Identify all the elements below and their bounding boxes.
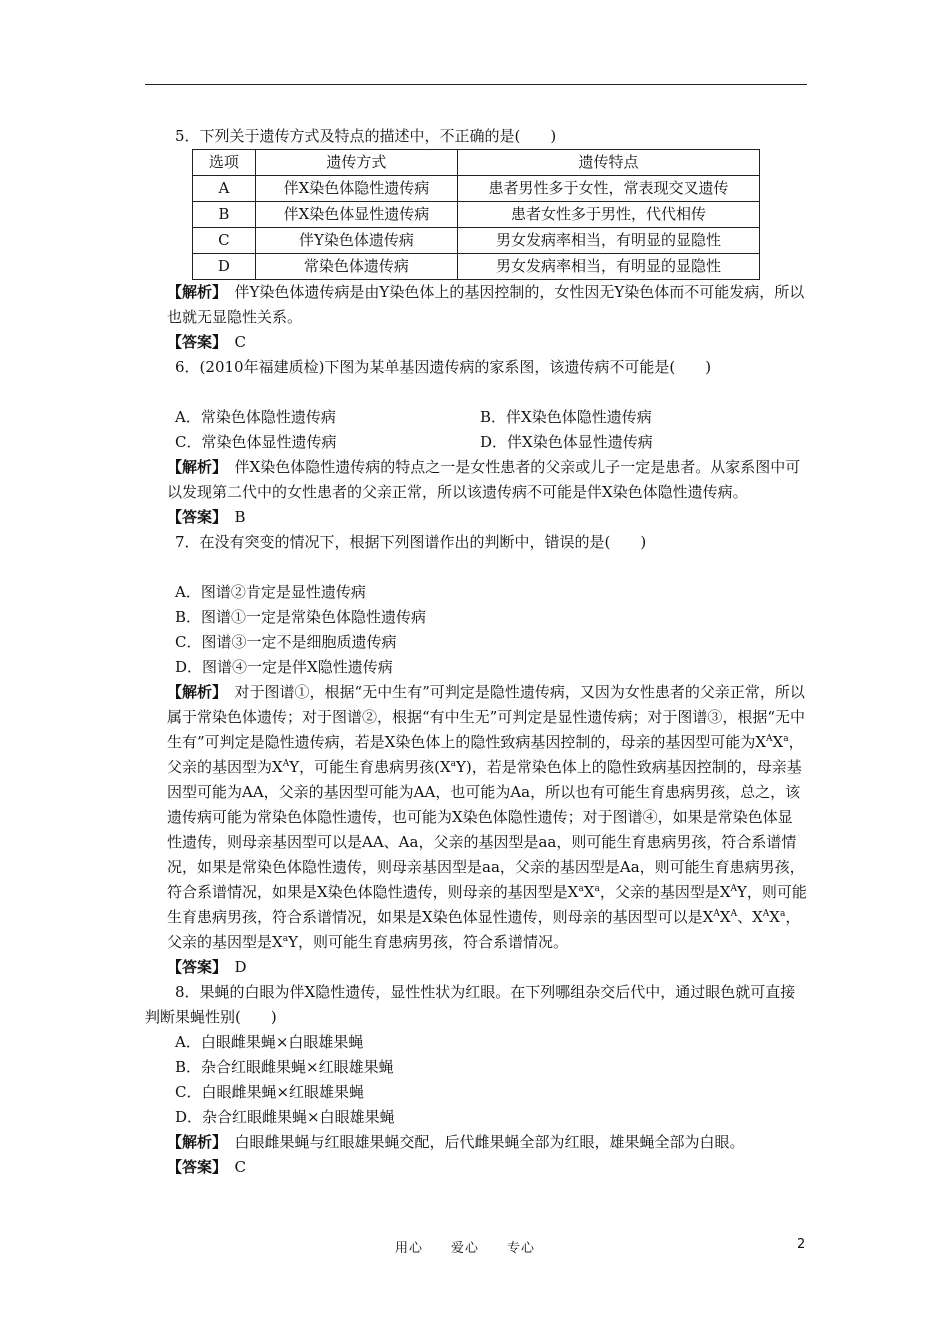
q8-stem: 8．果蝇的白眼为伴X隐性遗传，显性性状为红眼。在下列哪组杂交后代中，通过眼色就可直接判断果蝇性别( ) — [145, 983, 796, 1026]
table-cell: A — [193, 176, 256, 202]
option-a: A．常染色体隐性遗传病 — [175, 408, 336, 426]
analysis-text: 伴X染色体隐性遗传病的特点之一是女性患者的父亲或儿子一定是患者。从家系图中可以发现第二代中的女性患者的父亲正常，所以该遗传病不可能是伴X染色体隐性遗传病。 — [167, 458, 801, 501]
table-cell: 常染色体遗传病 — [255, 254, 457, 280]
answer-value: B — [234, 508, 246, 526]
document-body — [145, 124, 807, 1180]
superscript: A — [762, 909, 770, 919]
table-cell: 男女发病率相当，有明显的显隐性 — [458, 254, 760, 280]
option-b: B．伴X染色体隐性遗传病 — [480, 408, 652, 426]
superscript: A — [730, 909, 738, 919]
superscript: a — [783, 734, 789, 744]
page-number: 2 — [797, 1237, 806, 1252]
analysis-label: 【解析】 — [167, 283, 220, 301]
analysis-label: 【解析】 — [167, 458, 220, 476]
analysis-text: Y，可能生育患病男孩(X — [289, 758, 451, 776]
option-c: C．常染色体显性遗传病 — [175, 433, 337, 451]
table-header-cell: 遗传方式 — [255, 150, 457, 176]
analysis-text: 、X — [737, 908, 763, 926]
superscript: a — [779, 909, 786, 919]
analysis-text: ，父亲的基因型是X — [599, 883, 731, 901]
q5-answer — [145, 330, 807, 355]
q6-options-row — [145, 405, 807, 430]
table-cell: D — [193, 254, 256, 280]
q6-answer — [145, 505, 807, 530]
table-header-cell: 选项 — [193, 150, 256, 176]
analysis-text: X — [772, 733, 784, 751]
pedigree-figure-placeholder — [145, 555, 807, 580]
superscript: a — [282, 934, 289, 944]
analysis-text: X — [719, 908, 731, 926]
analysis-text: 白眼雌果蝇与红眼雄果蝇交配，后代雌果蝇全部为红眼，雄果蝇全部为白眼。 — [234, 1133, 745, 1151]
q7-analysis — [145, 680, 807, 955]
table-header-cell: 遗传特点 — [458, 150, 760, 176]
answer-value: D — [234, 958, 247, 976]
option-d: D．杂合红眼雌果蝇×白眼雄果蝇 — [175, 1108, 395, 1126]
q8-analysis — [145, 1130, 807, 1155]
option-d: D．伴X染色体显性遗传病 — [480, 433, 653, 451]
option-b: B．图谱①一定是常染色体隐性遗传病 — [175, 608, 427, 626]
table-header-row — [193, 150, 760, 176]
table-cell: C — [193, 228, 256, 254]
q7-stem: 7．在没有突变的情况下，根据下列图谱作出的判断中，错误的是( ) — [175, 533, 647, 551]
q5-analysis — [145, 280, 807, 330]
superscript: A — [766, 734, 773, 744]
table-row — [193, 176, 760, 202]
analysis-text: X — [583, 883, 595, 901]
option-b: B．杂合红眼雌果蝇×红眼雄果蝇 — [175, 1058, 394, 1076]
analysis-text: 对于图谱①，根据“无中生有”可判定是隐性遗传病，又因为女性患者的父亲正常，所以属于常染色体遗传；对于图谱②，根据“有中生无”可判定是显性遗传病；对于图谱③，根据“无中生有”可判定是隐性遗传病，若是X染色体上的隐性致病基因控制的，母亲的基因型可能为X — [167, 683, 806, 751]
analysis-text: Y，则可能生育患病男孩，符合系谱情况。 — [288, 933, 568, 951]
table-cell: B — [193, 202, 256, 228]
table-cell: 患者男性多于女性，常表现交叉遗传 — [458, 176, 760, 202]
pedigree-figure-placeholder — [145, 380, 807, 405]
q6-options-row — [145, 430, 807, 455]
superscript: a — [578, 884, 584, 894]
header-rule — [145, 84, 807, 85]
table-row — [193, 202, 760, 228]
table-row — [193, 228, 760, 254]
answer-label: 【答案】 — [167, 1158, 220, 1176]
q6-analysis — [145, 455, 807, 505]
q8-answer — [145, 1155, 807, 1180]
option-c: C．白眼雌果蝇×红眼雄果蝇 — [175, 1083, 365, 1101]
table-row — [193, 254, 760, 280]
answer-label: 【答案】 — [167, 508, 220, 526]
table-cell: 伴Y染色体遗传病 — [255, 228, 457, 254]
q6-stem: 6．(2010年福建质检)下图为某单基因遗传病的家系图，该遗传病不可能是( ) — [175, 358, 712, 376]
superscript: A — [282, 759, 290, 769]
table-cell: 伴X染色体隐性遗传病 — [255, 176, 457, 202]
answer-value: C — [234, 333, 247, 351]
analysis-text: Y)，若是常染色体上的隐性致病基因控制的，母亲基因型可能为AA，父亲的基因型可能为AA，也可能为Aa，所以也有可能生育患病男孩，总之，该遗传病可能为常染色体隐性遗传，也可能为X染色体隐性遗传；对于图谱④，如果是常染色体显性遗传，则母亲基因型可以是AA、Aa，父亲的基因型是aa，则可能生育患病男孩，符合系谱情况，如果是常染色体隐性遗传，则母亲基因型是aa，父亲的基因型是Aa，则可能生育患病男孩，符合系谱情况，如果是X染色体隐性遗传，则母亲的基因型是X — [167, 758, 805, 901]
answer-label: 【答案】 — [167, 958, 220, 976]
q5-stem: 5．下列关于遗传方式及特点的描述中，不正确的是( ) — [175, 127, 557, 145]
answer-label: 【答案】 — [167, 333, 220, 351]
superscript: a — [594, 884, 600, 894]
superscript: A — [730, 884, 737, 894]
superscript: A — [713, 909, 720, 919]
q5-table — [192, 149, 760, 280]
superscript: a — [450, 759, 456, 769]
table-cell: 伴X染色体显性遗传病 — [255, 202, 457, 228]
analysis-label: 【解析】 — [167, 683, 220, 701]
analysis-text: Y，则可能生育患病男孩，符合系谱情况，如果是X染色体显性遗传，则母亲的基因型可以是X — [167, 883, 807, 926]
table-cell: 患者女性多于男性，代代相传 — [458, 202, 760, 228]
table-cell: 男女发病率相当，有明显的显隐性 — [458, 228, 760, 254]
analysis-text: ，父亲的基因型是X — [167, 908, 801, 951]
footer-motto: 用心 爱心 专心 — [395, 1241, 536, 1256]
answer-value: C — [234, 1158, 247, 1176]
analysis-text: ，父亲的基因型为X — [167, 733, 804, 776]
option-a: A．图谱②肯定是显性遗传病 — [175, 583, 366, 601]
option-a: A．白眼雌果蝇×白眼雄果蝇 — [175, 1033, 364, 1051]
q7-answer — [145, 955, 807, 980]
option-c: C．图谱③一定不是细胞质遗传病 — [175, 633, 397, 651]
analysis-label: 【解析】 — [167, 1133, 220, 1151]
analysis-text: 伴Y染色体遗传病是由Y染色体上的基因控制的，女性因无Y染色体而不可能发病，所以也就无显隐性关系。 — [167, 283, 805, 326]
option-d: D．图谱④一定是伴X隐性遗传病 — [175, 658, 393, 676]
analysis-text: X — [769, 908, 780, 926]
